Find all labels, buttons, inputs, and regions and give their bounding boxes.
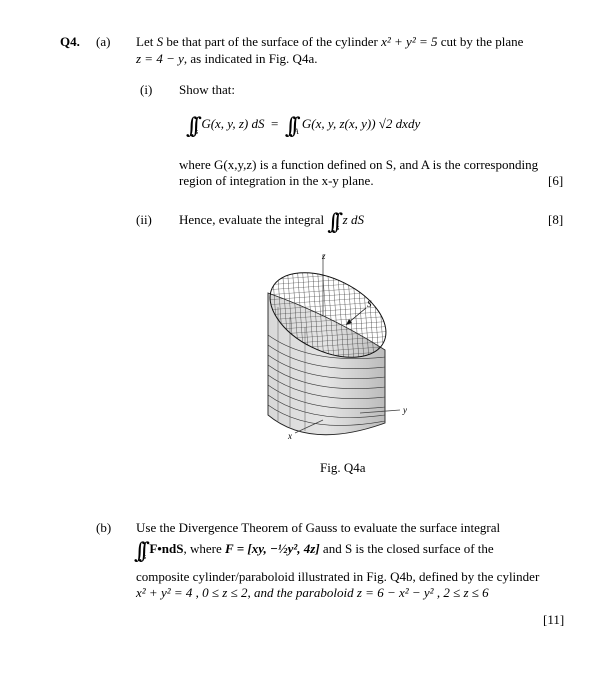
axis-x-label: x bbox=[288, 431, 292, 441]
axis-y-label: y bbox=[403, 405, 407, 415]
surface-s-label: S bbox=[367, 299, 372, 309]
sub-ii-text: Hence, evaluate the integral $\int\int_s$ z dS bbox=[179, 210, 364, 235]
question-number: Q4. bbox=[60, 34, 80, 49]
sub-i-title: Show that: bbox=[179, 82, 235, 97]
part-b-line2: $\int\int_s$ F•ndS, where F = [xy, −½y², 4z] and S is the closed surface of the bbox=[134, 539, 494, 564]
figure-caption: Fig. Q4a bbox=[320, 460, 366, 475]
part-a-intro-line2: z = 4 − y, as indicated in Fig. Q4a. bbox=[136, 51, 318, 66]
part-a-intro-line1: Let S be that part of the surface of the cylinder x² + y² = 5 cut by the plane bbox=[136, 34, 524, 49]
double-integral-icon: ∫∫ bbox=[284, 114, 294, 139]
part-b-label: (b) bbox=[96, 520, 112, 535]
sub-ii-marks: [8] bbox=[548, 212, 564, 227]
sub-ii-label: (ii) bbox=[136, 212, 152, 227]
where-line2: region of integration in the x-y plane. bbox=[179, 173, 374, 188]
part-b-line4: x² + y² = 4 , 0 ≤ z ≤ 2, and the paraboloid z = 6 − x² − y² , 2 ≤ z ≤ 6 bbox=[136, 585, 489, 600]
part-b-marks: [11] bbox=[543, 612, 565, 627]
double-integral-icon: ∫∫ bbox=[134, 539, 143, 564]
sub-i-marks: [6] bbox=[548, 173, 564, 188]
sub-i-label: (i) bbox=[140, 82, 153, 97]
part-b-line1: Use the Divergence Theorem of Gauss to evaluate the surface integral bbox=[136, 520, 501, 535]
axis-z-label: z bbox=[322, 251, 326, 261]
double-integral-icon: ∫∫ bbox=[186, 114, 195, 139]
double-integral-icon: ∫∫ bbox=[327, 210, 337, 235]
figure-q4a bbox=[250, 245, 420, 450]
part-b-line3: composite cylinder/paraboloid illustrated in Fig. Q4b, defined by the cylinder bbox=[136, 569, 540, 584]
part-a-label: (a) bbox=[96, 34, 111, 49]
where-line1: where G(x,y,z) is a function defined on S, and A is the corresponding bbox=[179, 157, 539, 172]
show-that-equation: $\int\int_s$ G(x, y, z) dS = $\int\int_A$ G(x, y, z(x, y)) √2 dxdy bbox=[186, 114, 421, 139]
